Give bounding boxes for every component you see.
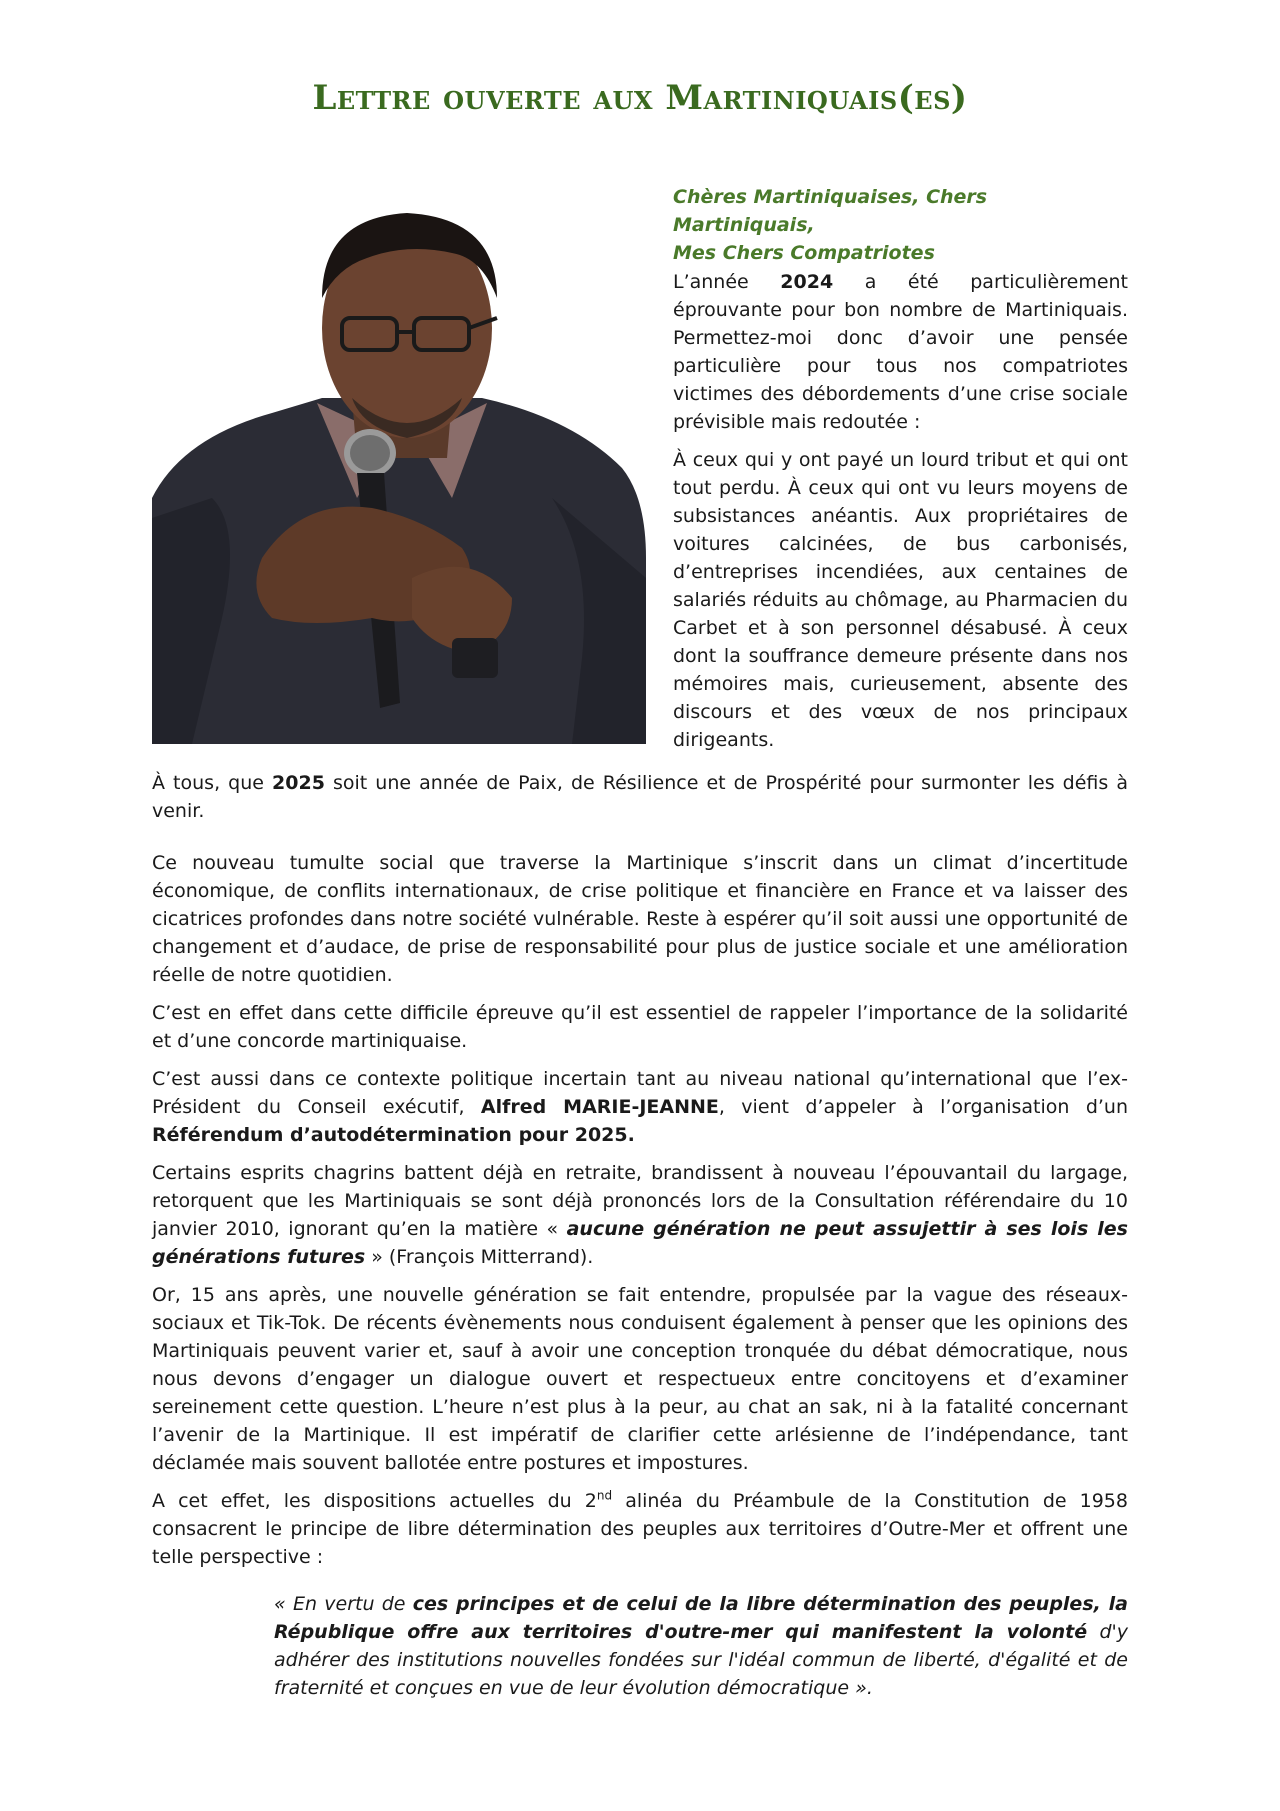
page-title: Lettre ouverte aux Martiniquais(es) bbox=[312, 78, 968, 118]
paragraph: A cet effet, les dispositions actuelles du 2nd alinéa du Préambule de la Constitution de 1958 consacrent le principe de libre détermination des peuples aux territoires d’Outre-Mer et offrent une telle perspective : bbox=[152, 1488, 1128, 1568]
main-body bbox=[152, 769, 1128, 1721]
salutation-line: Mes Chers Compatriotes bbox=[673, 242, 935, 264]
salutation bbox=[673, 183, 1133, 267]
portrait-illustration bbox=[152, 198, 646, 744]
paragraph: À tous, que 2025 soit une année de Paix, de Résilience et de Prospérité pour surmonter les défis à venir. bbox=[152, 772, 1129, 822]
blockquote: « En vertu de ces principes et de celui de la libre détermination des peuples, la République offre aux territoires d'outre-mer qui manifestent la volonté d'y adhérer des institutions nouvelles fondées sur l'idéal commun de liberté, d'égalité et de fraternité et conçues en vue de leur évolution démocratique ». bbox=[274, 1593, 1128, 1699]
paragraph: Certains esprits chagrins battent déjà en retraite, brandissent à nouveau l’épouvantail du largage, retorquent que les Martiniquais se sont déjà prononcés lors de la Consultation référendaire du 10 janvier 2010, ignorant qu’en la matière « aucune génération ne peut assujettir à ses lois les générations futures » (François Mitterrand). bbox=[152, 1162, 1128, 1268]
paragraph: Or, 15 ans après, une nouvelle génération se fait entendre, propulsée par la vague des réseaux-sociaux et Tik-Tok. De récents évènements nous conduisent également à penser que les opinions des Martiniquais peuvent varier et, sauf à avoir une conception tronquée du débat démocratique, nous nous devons d’engager un dialogue ouvert et respectueux entre concitoyens et d’examiner sereinement cette question. L’heure n’est plus à la peur, au chat an sak, ni à la fatalité concernant l’avenir de la Martinique. Il est impératif de clarifier cette arlésienne de l’indépendance, tant déclamée mais souvent ballotée entre postures et impostures. bbox=[152, 1284, 1128, 1474]
right-column bbox=[673, 268, 1128, 764]
salutation-line: Chères Martiniquaises, Chers Martiniquais, bbox=[673, 186, 988, 236]
paragraph: À ceux qui y ont payé un lourd tribut et qui ont tout perdu. À ceux qui ont vu leurs moyens de subsistances anéantis. Aux propriétaires de voitures calcinées, de bus carbonisés, d’entreprises incendiées, aux centaines de salariés réduits au chômage, au Pharmacien du Carbet et à son personnel désabusé. À ceux dont la souffrance demeure présente dans nos mémoires mais, curieusement, absente des discours et des vœux de nos principaux dirigeants. bbox=[673, 449, 1128, 751]
paragraph: Ce nouveau tumulte social que traverse la Martinique s’inscrit dans un climat d’incertitude économique, de conflits internationaux, de crise politique et financière en France et va laisser des cicatrices profondes dans notre société vulnérable. Reste à espérer qu’il soit aussi une opportunité de changement et d’audace, de prise de responsabilité pour plus de justice sociale et une amélioration réelle de notre quotidien. bbox=[152, 852, 1128, 986]
portrait-photo bbox=[152, 198, 646, 744]
paragraph: C’est en effet dans cette difficile épreuve qu’il est essentiel de rappeler l’importance de la solidarité et d’une concorde martiniquaise. bbox=[152, 1002, 1128, 1052]
paragraph: C’est aussi dans ce contexte politique incertain tant au niveau national qu’international que l’ex-Président du Conseil exécutif, Alfred MARIE-JEANNE, vient d’appeler à l’organisation d’un Référendum d’autodétermination pour 2025. bbox=[152, 1068, 1128, 1146]
paragraph: L’année 2024 a été particulièrement éprouvante pour bon nombre de Martiniquais. Permettez-moi donc d’avoir une pensée particulière pour tous nos compatriotes victimes des débordements d’une crise sociale prévisible mais redoutée : bbox=[673, 271, 1129, 433]
